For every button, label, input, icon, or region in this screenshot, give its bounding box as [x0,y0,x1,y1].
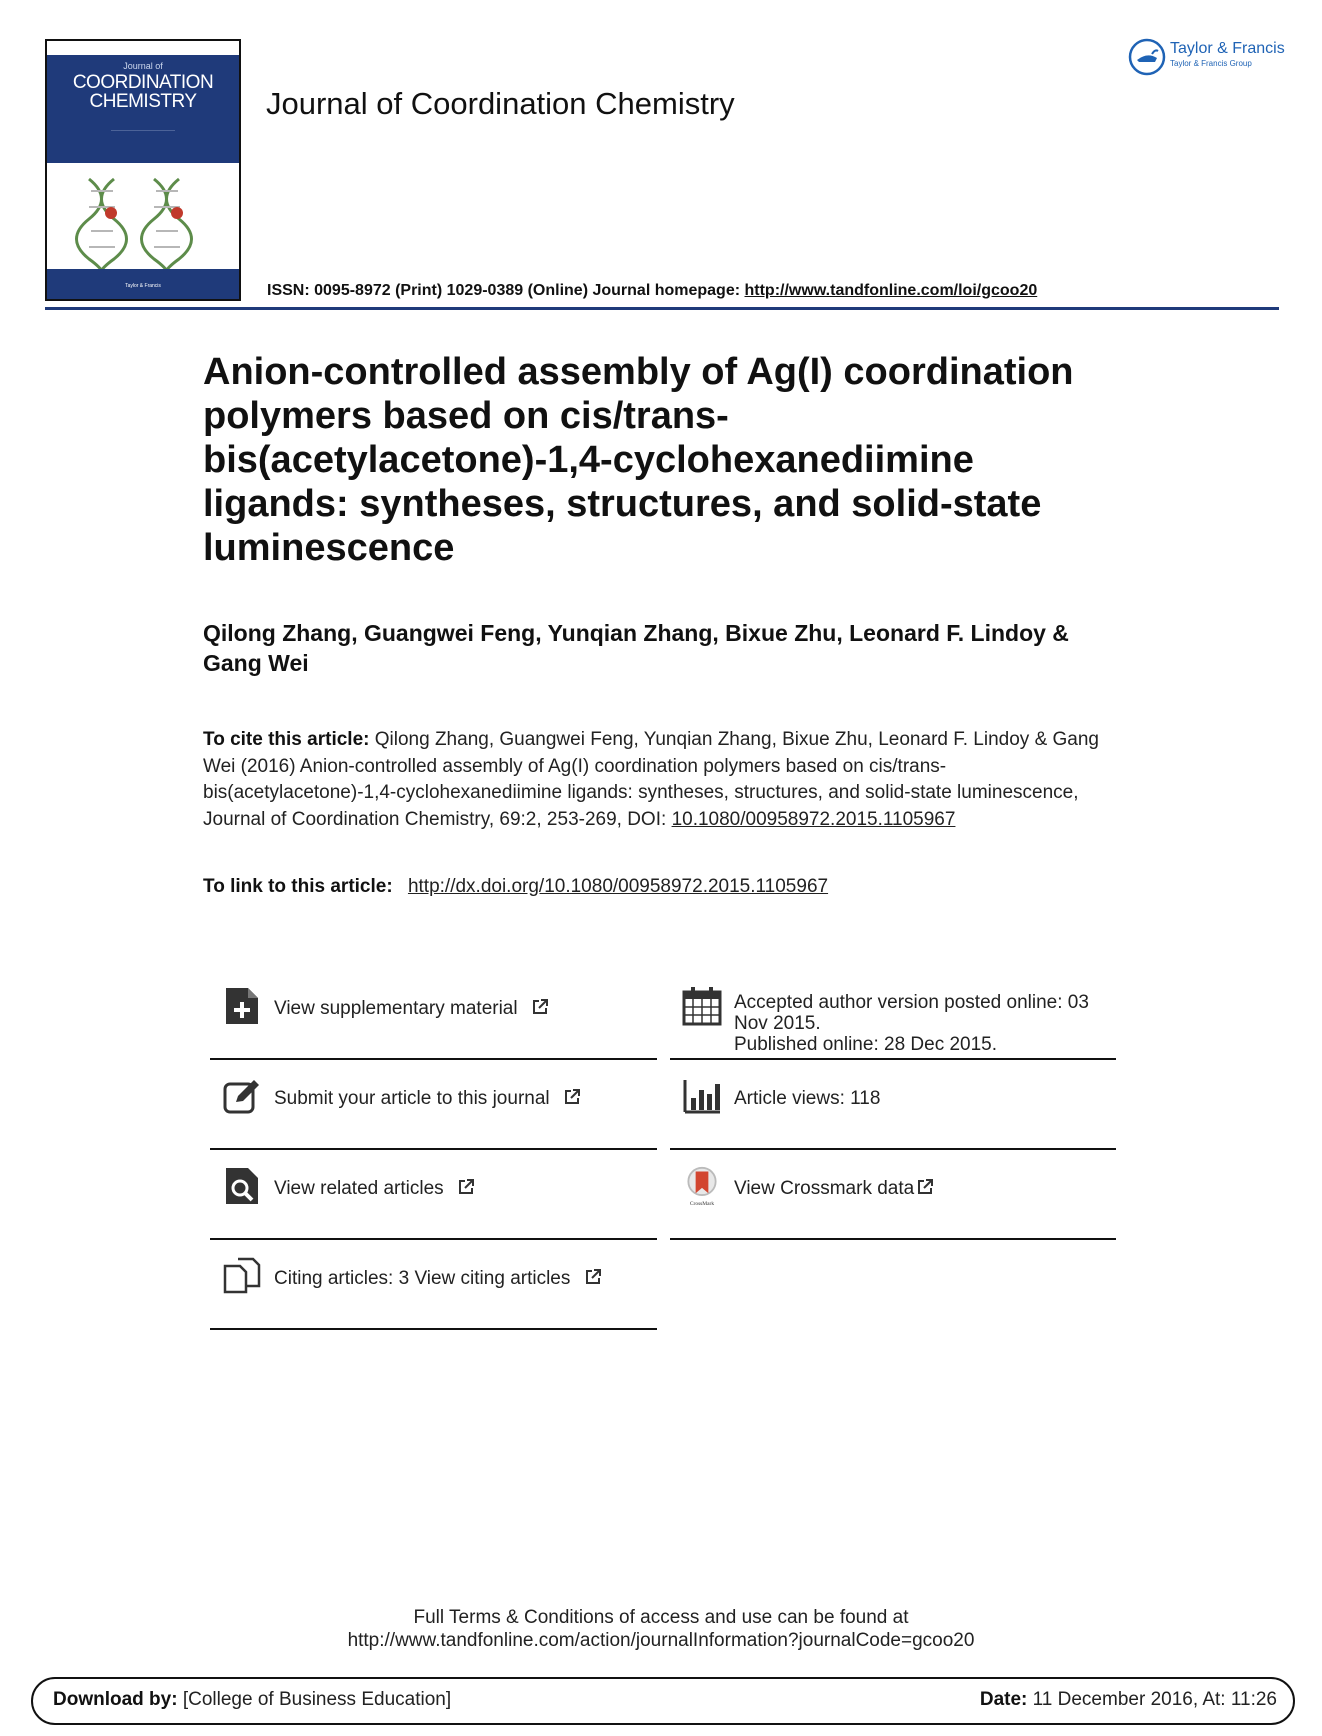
related-articles-cell[interactable] [210,1156,657,1240]
crossmark-icon [682,1166,722,1206]
cover-title-band [47,55,239,163]
issn-line [267,282,1037,300]
cover-bottom-band [47,269,239,299]
external-link-icon [916,1178,934,1196]
cell-divider [210,1328,657,1330]
publication-dates-cell [670,976,1116,1060]
download-by [53,1689,451,1711]
external-link-icon [531,998,549,1016]
external-link-icon [563,1088,581,1106]
terms-line1: Full Terms & Conditions of access and use can be found at [413,1607,909,1628]
cell-divider [210,1148,657,1150]
article-views-cell [670,1066,1116,1150]
citing-articles-cell[interactable] [210,1246,657,1330]
published-date: Published online: 28 Dec 2015. [734,1034,998,1055]
cover-top-strip [47,41,239,55]
cover-publisher: Taylor & Francis [125,283,161,289]
terms-url[interactable]: http://www.tandfonline.com/action/journalInformation?journalCode=gcoo20 [347,1630,975,1651]
cover-small-title: Journal of [123,61,163,71]
search-document-icon [222,1166,262,1206]
date-label: Date: [979,1689,1028,1710]
download-info-box [31,1677,1295,1725]
download-date [980,1689,1277,1711]
taylor-francis-lamp-icon [1128,38,1166,76]
related-articles-link[interactable] [274,1178,475,1200]
accepted-date: Accepted author version posted online: 03 Nov 2015. [734,992,1089,1034]
article-link-line [203,876,828,898]
issn-text: ISSN: 0095-8972 (Print) 1029-0389 (Online) Journal homepage: [267,282,745,299]
publisher-name: Taylor & Francis [1170,40,1285,57]
download-value: [College of Business Education] [182,1689,452,1710]
article-views: Article views: 118 [734,1088,881,1109]
cover-title-line1: COORDINATION [72,72,214,93]
cell-divider [670,1148,1116,1150]
terms-and-conditions [0,1606,1322,1652]
cell-divider [210,1238,657,1240]
external-link-icon [457,1178,475,1196]
submit-article-link[interactable] [274,1088,581,1110]
copy-documents-icon [222,1256,262,1296]
crossmark-cell[interactable] [670,1156,1116,1240]
cover-molecule-art [69,169,219,279]
cell-divider [210,1058,657,1060]
date-value: 11 December 2016, At: 11:26 [1032,1689,1277,1710]
journal-homepage-link[interactable]: http://www.tandfonline.com/loi/gcoo20 [744,282,1038,299]
crossmark-link[interactable] [734,1178,934,1200]
publisher-logo [1128,38,1288,78]
citing-label: Citing articles: 3 View citing articles [274,1268,571,1289]
crossmark-label: View Crossmark data [734,1178,915,1199]
external-link-icon [584,1268,602,1286]
article-title: Anion-controlled assembly of Ag(I) coordination polymers based on cis/trans-bis(acetylacetone)-1,4-cyclohexanediimine ligands: syntheses, structures, and solid-state luminescence [203,351,1074,569]
cover-editor-line: ———————————————— [111,127,175,132]
submit-article-cell[interactable] [210,1066,657,1150]
cite-label: To cite this article: [203,729,370,750]
cell-divider [670,1238,1116,1240]
related-label: View related articles [274,1178,444,1199]
header-divider [45,307,1279,310]
citation-block [203,727,1103,833]
download-label: Download by: [53,1689,178,1710]
cover-title-line2: CHEMISTRY [89,91,197,112]
supplementary-label: View supplementary material [274,998,518,1019]
crossmark-badge-text: CrossMark [689,1201,715,1206]
publication-dates [734,992,1114,1055]
citing-articles-link[interactable] [274,1268,602,1290]
cover-title [47,73,239,111]
supplementary-material-cell[interactable] [210,976,657,1060]
cell-divider [670,1058,1116,1060]
link-label: To link to this article: [203,876,393,897]
journal-title: Journal of Coordination Chemistry [266,86,735,121]
edit-icon [222,1076,262,1116]
bar-chart-icon [682,1076,722,1116]
publisher-group: Taylor & Francis Group [1170,59,1252,68]
document-plus-icon [222,986,262,1026]
article-doi-url[interactable]: http://dx.doi.org/10.1080/00958972.2015.1105967 [407,876,829,897]
supplementary-link[interactable] [274,998,549,1020]
submit-label: Submit your article to this journal [274,1088,550,1109]
journal-cover-image [45,39,241,301]
cite-text: Qilong Zhang, Guangwei Feng, Yunqian Zhang, Bixue Zhu, Leonard F. Lindoy & Gang Wei (2016) Anion-controlled assembly of Ag(I) coordination polymers based on cis/trans-bis(acetylacetone)-1,4-cyclohexanediimine ligands: syntheses, structures, and solid-state luminescence, Journal of Coordination Chemistry, 69:2, 253-269, DOI: [203,729,1099,830]
doi-link[interactable]: 10.1080/00958972.2015.1105967 [671,808,956,830]
calendar-icon [682,986,722,1026]
article-authors: Qilong Zhang, Guangwei Feng, Yunqian Zhang, Bixue Zhu, Leonard F. Lindoy & Gang Wei [203,620,1069,676]
